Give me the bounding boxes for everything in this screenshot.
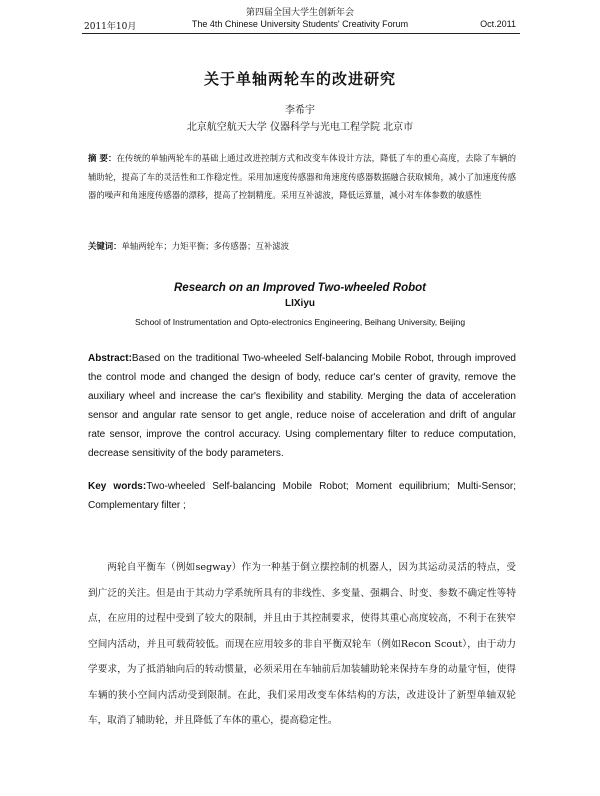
paper-title-en: Research on an Improved Two-wheeled Robot (174, 282, 426, 294)
header-rule (82, 33, 520, 34)
abstract-cn (88, 149, 516, 205)
author-en: LIXiyu (284, 298, 315, 309)
abstract-en (88, 349, 516, 463)
keywords-cn-label: 关键词： (88, 241, 122, 251)
abstract-en-text: Based on the traditional Two-wheeled Self-balancing Mobile Robot, through improved the control mode and changed the design of body, reduce car's center of gravity, remove the auxiliary wheel and increase the car's flexibility and stability. Merging the data of acceleration sensor and angular rate sensor to get angle, reduce noise of acceleration and drift of angular rate sensor, improve the control accuracy. Using complementary filter to reduce computation, decrease sensitivity of the body parameters. (88, 353, 516, 459)
affiliation-cn: 北京航空航天大学 仪器科学与光电工程学院 北京市 (186, 122, 414, 133)
running-header-conference: 第四届全国大学生创新年会 (245, 8, 354, 18)
author-cn: 李希宇 (285, 105, 315, 116)
running-header-conference-en: The 4th Chinese University Students' Creativity Forum (191, 19, 409, 29)
keywords-en-label: Key words: (88, 481, 147, 492)
running-header-date: 2011年10月 (84, 22, 137, 32)
abstract-en-label: Abstract: (88, 353, 132, 364)
keywords-cn-text: 单轴两轮车；力矩平衡；多传感器；互补滤波 (121, 241, 289, 251)
keywords-en (88, 477, 516, 515)
abstract-cn-label: 摘 要： (88, 153, 117, 163)
affiliation-en: School of Instrumentation and Opto-electronics Engineering, Beihang University, Beijing (134, 317, 466, 327)
keywords-cn (88, 237, 516, 256)
paper-title-cn: 关于单轴两轮车的改进研究 (203, 70, 396, 88)
running-header-date-en: Oct.2011 (480, 19, 516, 29)
keywords-en-text: Two-wheeled Self-balancing Mobile Robot; Moment equilibrium; Multi-Sensor; Complementary filter ; (88, 481, 516, 511)
abstract-cn-text: 在传统的单轴两轮车的基础上通过改进控制方式和改变车体设计方法，降低了车的重心高度，去除了车辆的辅助轮，提高了车的灵活性和工作稳定性。采用加速度传感器和角速度传感器数据融合获取倾角，减小了加速度传感器的噪声和角速度传感器的漂移，提高了控制精度。采用互补滤波，降低运算量，减小对车体参数的敏感性 (88, 153, 516, 200)
body-paragraph: 两轮自平衡车（例如segway）作为一种基于倒立摆控制的机器人，因为其运动灵活的特点，受到广泛的关注。但是由于其动力学系统所具有的非线性、多变量、强耦合、时变、参数不确定性等特点，在应用的过程中受到了较大的限制，并且由于其控制要求，使得其重心高度较高，不利于在狭窄空间内活动，并且可载荷较低。而现在应用较多的非自平衡双轮车（例如Recon Scout），由于动力学要求，为了抵消轴向后的转动惯量，必须采用在车轴前后加装辅助轮来保持车身的动量守恒，使得车辆的狭小空间内活动受到限制。在此，我们采用改变车体结构的方法，改进设计了新型单轴双轮车，取消了辅助轮，并且降低了车体的重心，提高稳定性。 (88, 562, 516, 726)
